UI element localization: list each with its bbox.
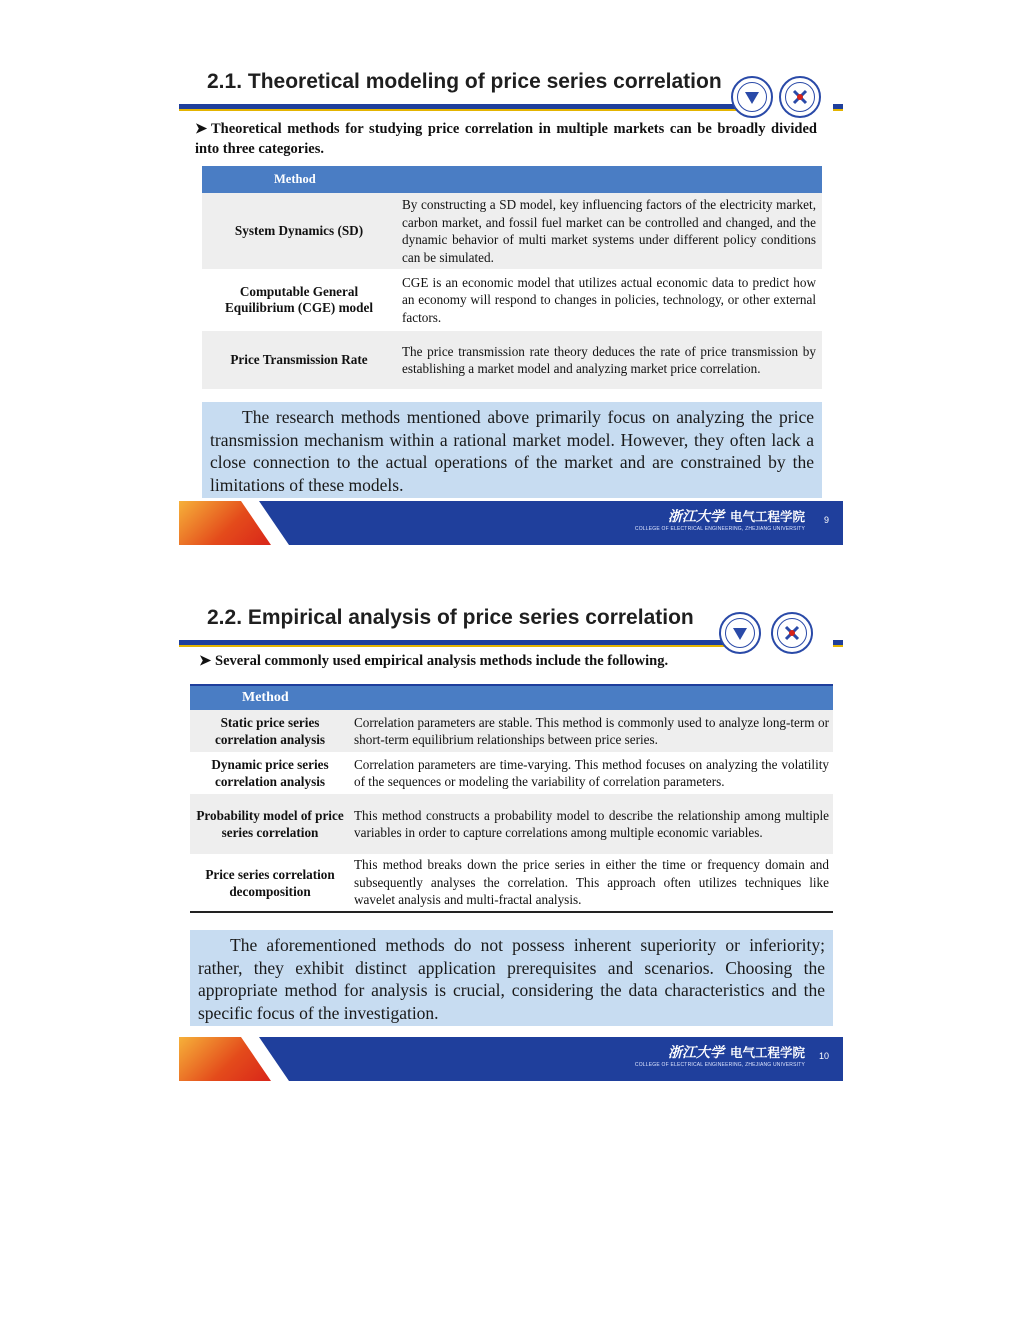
method-description: The price transmission rate theory deduces the rate of price transmission by establishing a market model and analyzing market price correlation. <box>402 343 816 376</box>
method-name: Price Transmission Rate <box>230 352 368 367</box>
slide-footer <box>179 1037 843 1081</box>
method-name: Price series correlation decomposition <box>205 866 335 899</box>
intro-bullet: ➤ Theoretical methods for studying price correlation in multiple markets can be broadly divided into three categories. <box>195 121 817 157</box>
table-header-method: Method <box>190 685 350 710</box>
footer-english: COLLEGE OF ELECTRICAL ENGINEERING, ZHEJIANG UNIVERSITY <box>634 526 805 532</box>
title-divider-end-accent <box>833 109 843 111</box>
title-divider-accent <box>179 109 739 111</box>
table-header-method: Method <box>202 166 396 193</box>
method-name: Dynamic price series correlation analysis <box>211 757 329 789</box>
method-description: By constructing a SD model, key influencing factors of the electricity market, carbon market, and fossil fuel market can be controlled and changed, and the dynamic behavior of multi market systems under different policy conditions can be simulated. <box>402 197 816 265</box>
footer-college: 电气工程学院 <box>729 1045 805 1060</box>
method-description: CGE is an economic model that utilizes actual economic data to predict how an economy will respond to changes in policies, technology, or other external factors. <box>402 274 816 325</box>
method-name: System Dynamics (SD) <box>234 223 364 238</box>
slide-title: 2.2. Empirical analysis of price series correlation <box>207 606 694 629</box>
bullet-arrow-icon: ➤ <box>199 653 212 669</box>
footer-university: 浙江大学 电气工程学院 <box>667 1045 805 1061</box>
table-header-row <box>202 166 822 193</box>
page-number: 9 <box>823 515 829 525</box>
intro-bullet: ➤ Several commonly used empirical analysis methods include the following. <box>199 653 669 669</box>
slide-footer <box>179 501 843 545</box>
table-row <box>202 269 822 331</box>
table-row <box>190 710 833 752</box>
slide-10 <box>179 598 843 1081</box>
footer-college: 电气工程学院 <box>729 509 805 524</box>
table-row <box>190 854 833 912</box>
method-name: Probability model of price series correlation <box>196 808 344 840</box>
college-logo-icon <box>771 612 813 654</box>
methods-table <box>190 684 833 913</box>
method-description: Correlation parameters are time-varying. This method focuses on analyzing the volatility of the sequences or modeling the variability of correlation parameters. <box>354 756 829 789</box>
college-logo-icon <box>779 76 821 118</box>
method-name: Static price series correlation analysis <box>214 715 325 747</box>
summary-note: The research methods mentioned above primarily focus on analyzing the price transmission mechanism within a rational market model. However, they often lack a close connection to the actual operations of the market and are constrained by the limitations of these models. <box>202 402 822 498</box>
title-divider-end-accent <box>833 645 843 647</box>
methods-table <box>202 166 822 389</box>
table-row <box>190 794 833 854</box>
table-row <box>202 193 822 269</box>
table-header-row <box>190 685 833 710</box>
method-description: Correlation parameters are stable. This method is commonly used to analyze long-term or short-term equilibrium relationships between price series. <box>354 714 829 747</box>
method-description: This method constructs a probability model to describe the relationship among multiple variables in order to capture correlations among multiple economic variables. <box>354 807 829 840</box>
slide-title: 2.1. Theoretical modeling of price series correlation <box>207 70 722 93</box>
university-logo-icon <box>731 76 773 118</box>
method-name: Computable General Equilibrium (CGE) model <box>224 284 373 315</box>
table-row <box>202 331 822 389</box>
footer-university: 浙江大学 电气工程学院 <box>667 509 805 525</box>
footer-english: COLLEGE OF ELECTRICAL ENGINEERING, ZHEJIANG UNIVERSITY <box>634 1062 805 1068</box>
page-number: 10 <box>818 1051 829 1061</box>
summary-note: The aforementioned methods do not possess inherent superiority or inferiority; rather, they exhibit distinct application prerequisites and scenarios. Choosing the appropriate method for analysis is crucial, considering the data characteristics and the specific focus of the investigation. <box>190 930 833 1026</box>
slide-9 <box>179 62 843 545</box>
title-divider-accent <box>179 645 739 647</box>
table-row <box>190 752 833 794</box>
bullet-arrow-icon: ➤ <box>195 121 208 137</box>
university-logo-icon <box>719 612 761 654</box>
method-description: This method breaks down the price series in either the time or frequency domain and subsequently analyses the correlation. This approach often utilizes techniques like wavelet analysis and multi-fractal analysis. <box>354 857 829 908</box>
